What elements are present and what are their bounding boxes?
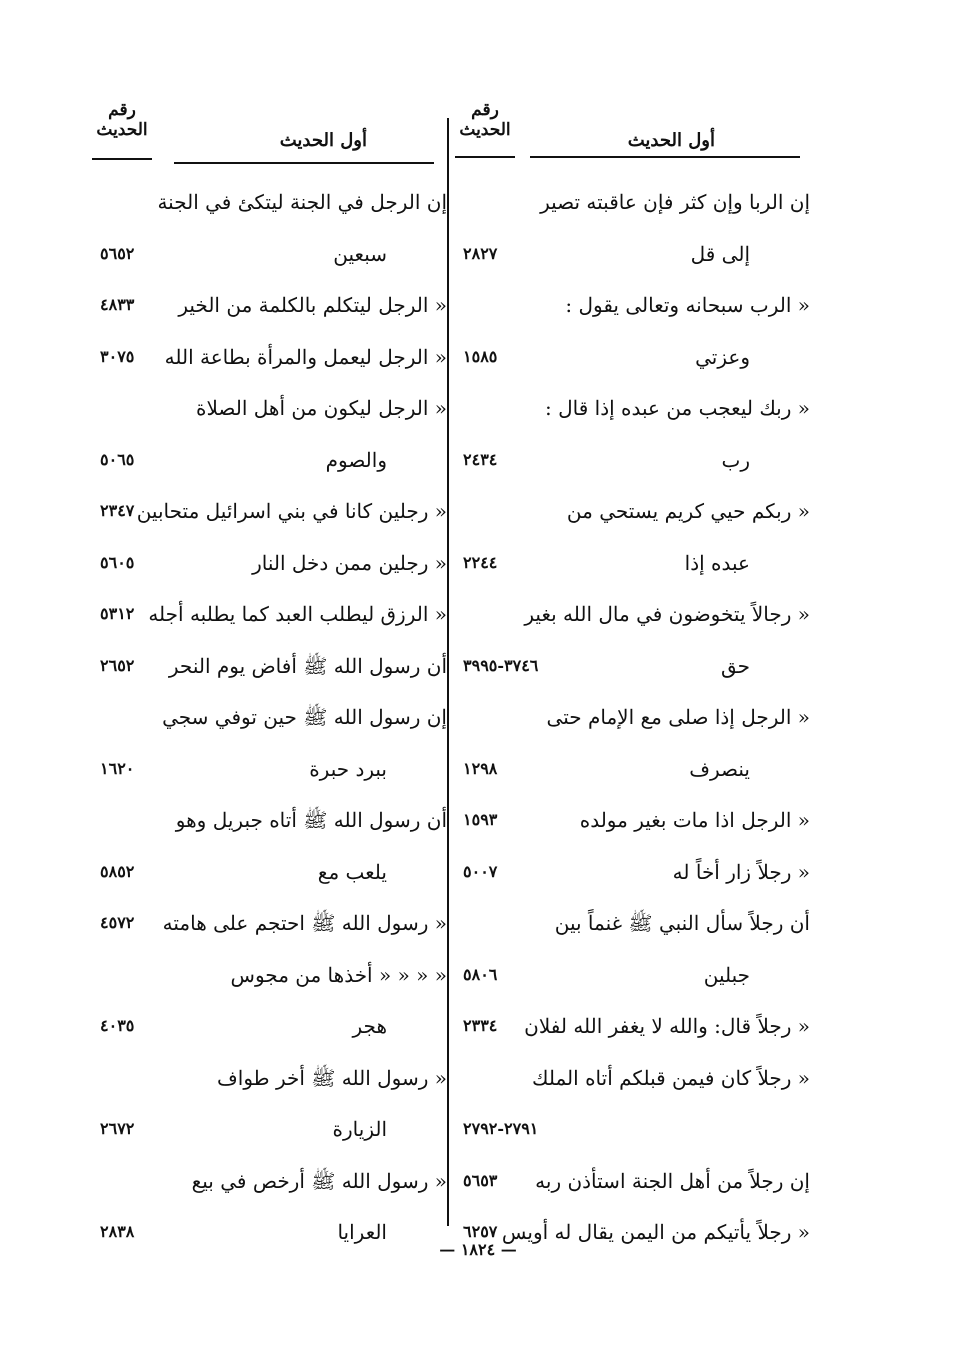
hadith-opening-text: العرايا [337,1220,387,1244]
index-row [92,852,447,892]
hadith-number: ٢٦٥٢ [100,655,135,675]
index-row [455,491,810,531]
header-number-label: رقم [471,100,499,120]
hadith-opening-text: رب [721,447,750,472]
index-row [92,697,447,737]
hadith-number-header [455,100,515,140]
hadith-opening-text: حق [720,653,750,678]
hadith-number: ٣٧٤٦-٣٩٩٥ [463,655,539,675]
index-row [92,1058,447,1098]
index-row [455,955,810,995]
hadith-opening-text: ينصرف [689,756,750,781]
hadith-opening-text: « الرجل إذا صلى مع الإمام حتى [546,705,810,729]
hadith-opening-text: « رجلاً كان فيمن قبلكم أتاه الملك [532,1065,810,1090]
column-divider [447,118,449,1226]
hadith-opening-text: إن رسول الله ﷺ حين توفي سجي [162,705,447,729]
hadith-opening-text: « الرجل اذا مات بغير مولده [579,808,810,832]
hadith-opening-text: « الرجل ليعمل والمرأة بطاعة الله [164,344,447,369]
hadith-opening-text: يلعب مع [317,859,387,884]
index-row [92,749,447,789]
hadith-opening-text: « رجلاً زار أخاً له [672,859,810,884]
hadith-opening-text: « ربكم حيي كريم يستحي من [566,499,810,523]
hadith-number: ٦٢٥٧ [463,1222,498,1241]
hadith-number: ١٢٩٨ [463,758,498,778]
index-row [455,285,810,325]
hadith-number: ٢٨٢٧ [463,243,498,263]
index-row [455,697,810,737]
hadith-opening-text: إن الرجل في الجنة ليتكئ في الجنة [157,190,447,214]
index-row [455,646,810,686]
index-row [455,440,810,480]
hadith-number: ٥٦٥٣ [463,1170,498,1190]
hadith-number: ٤٨٣٣ [100,295,135,314]
hadith-number: ٢٤٣٤ [463,449,498,469]
hadith-number: ١٥٨٥ [463,346,498,366]
hadith-opening-text: إن الربا وإن كثر فإن عاقبته تصير [540,190,810,214]
index-row [92,388,447,428]
index-row [455,852,810,892]
index-row [92,491,447,531]
index-row [92,646,447,686]
header-underline [530,156,800,158]
hadith-opening-text: « الرب سبحانه وتعالى يقول : [565,293,810,317]
hadith-opening-text: إلى قل [690,241,750,266]
index-row [455,1058,810,1098]
index-row [92,1161,447,1201]
index-row [455,1109,810,1149]
hadith-number: ٢٦٧٢ [100,1119,135,1138]
hadith-opening-text: أن رسول الله ﷺ أتاه جبريل وهو [175,808,447,832]
hadith-opening-text: « الرزق ليطلب العبد كما يطلبه أجله [148,602,447,626]
hadith-number: ٢٣٣٤ [463,1016,498,1035]
hadith-start-header: أول الحديث [627,130,715,151]
header-hadith-label: الحديث [459,120,511,140]
page-number: — ١٨٢٤ — [439,1240,517,1259]
hadith-number: ٥٦٠٥ [100,552,135,572]
header-underline [174,162,434,164]
hadith-opening-text: عبده إذا [684,550,750,575]
hadith-opening-text: « الرجل ليتكلم بالكلمة من الخير [178,293,447,317]
hadith-number: ١٦٢٠ [100,758,135,778]
hadith-number: ٥٣١٢ [100,604,135,623]
hadith-opening-text: إن رجلاً من أهل الجنة استأذن ربه [535,1168,810,1193]
hadith-number: ٢٣٤٧ [100,501,135,520]
hadith-opening-text: « « « « أخذها من مجوس [230,962,447,987]
header-underline [455,156,515,158]
hadith-number: ٤٠٣٥ [100,1016,135,1035]
hadith-opening-text: « ربك ليعجب من عبده إذا قال : [545,396,810,420]
index-row [455,1006,810,1046]
hadith-opening-text: « رجلاً قال: والله لا يغفر الله لفلان [524,1014,810,1038]
index-row [92,285,447,325]
hadith-number: ٢٨٣٨ [100,1222,135,1241]
hadith-number-header [92,100,152,140]
hadith-number: ٢٧٩١-٢٧٩٢ [463,1119,539,1138]
hadith-opening-text: « رسول الله ﷺ احتجم على هامته [162,911,447,935]
index-row [455,800,810,840]
index-row [92,1006,447,1046]
hadith-number: ٥٠٠٧ [463,861,498,881]
hadith-opening-text: والصوم [325,447,387,472]
hadith-opening-text: هجر [352,1014,387,1038]
hadith-opening-text: سبعين [333,241,387,266]
index-row [455,903,810,943]
hadith-opening-text: الزيارة [332,1117,387,1141]
index-row [455,749,810,789]
index-row [92,182,447,222]
hadith-opening-text: جبلين [703,962,750,987]
index-row [455,594,810,634]
hadith-number: ١٥٩٣ [463,810,498,829]
hadith-opening-text: « رجالاً يتخوضون في مال الله بغير [524,602,810,626]
hadith-opening-text: وعزتي [695,344,750,369]
header-number-label: رقم [108,100,136,120]
index-row [92,800,447,840]
index-row [455,337,810,377]
index-row [92,594,447,634]
hadith-number: ٥٦٥٢ [100,243,135,263]
hadith-number: ٥٨٠٦ [463,964,498,984]
index-row [455,388,810,428]
hadith-number: ٥٨٥٢ [100,861,135,881]
hadith-number: ٥٠٦٥ [100,449,135,469]
index-row [92,903,447,943]
index-row [92,543,447,583]
index-row [92,1109,447,1149]
hadith-number: ٤٥٧٢ [100,913,135,932]
index-row [455,182,810,222]
hadith-opening-text: « رجلين كانا في بني اسرائيل متحابين [136,499,447,523]
hadith-opening-text: « الرجل ليكون من أهل الصلاة [195,396,447,420]
hadith-opening-text: « رسول الله ﷺ أرخص في بيع [191,1168,447,1193]
hadith-opening-text: أن رسول الله ﷺ أفاض يوم النحر [168,653,447,678]
index-row [92,955,447,995]
hadith-start-header: أول الحديث [279,130,367,151]
hadith-opening-text: « رجلاً يأتيكم من اليمن يقال له أويس [501,1220,810,1244]
hadith-number: ٣٠٧٥ [100,346,135,366]
index-row [455,1161,810,1201]
index-row [92,234,447,274]
header-hadith-label: الحديث [96,120,148,140]
hadith-opening-text: « رسول الله ﷺ أخر طواف [217,1065,447,1090]
hadith-opening-text: « رجلين ممن دخل النار [252,550,447,575]
hadith-opening-text: أن رجلاً سأل النبي ﷺ غنماً بين [554,911,810,935]
index-row [455,234,810,274]
hadith-opening-text: ببرد حبرة [309,756,387,781]
hadith-number: ٢٢٤٤ [463,552,498,572]
index-row [455,543,810,583]
index-row [92,337,447,377]
index-row [92,440,447,480]
header-underline [92,158,152,160]
